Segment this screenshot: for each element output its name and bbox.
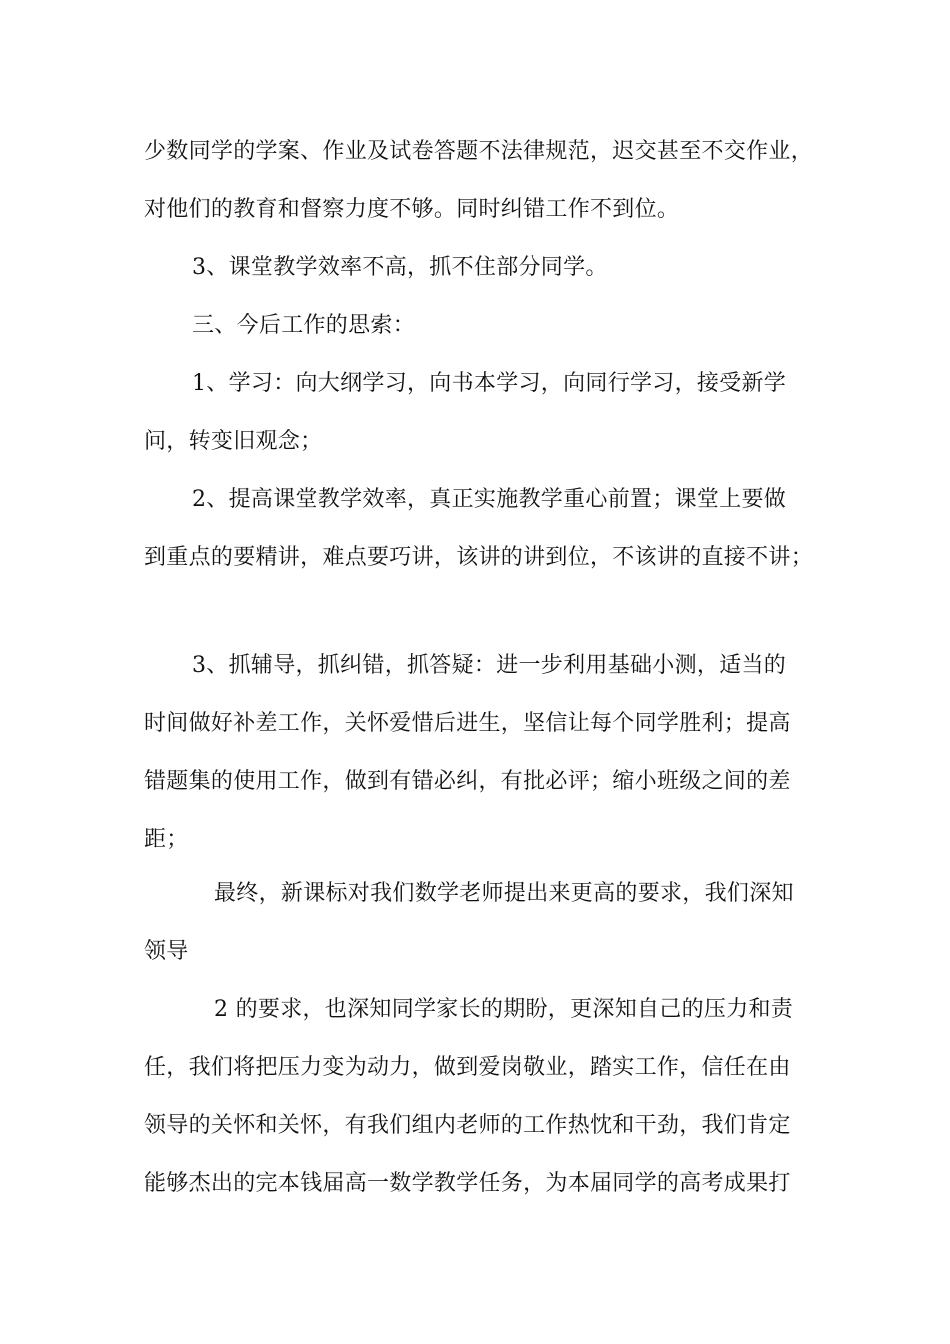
text-line-8: 到重点的要精讲，难点要巧讲，该讲的讲到位，不该讲的直接不讲； (144, 545, 814, 570)
text-line-13: 最终，新课标对我们数学老师提出来更高的要求，我们深知 (214, 881, 794, 906)
text-line-11: 错题集的使用工作，做到有错必纠，有批必评；缩小班级之间的差 (144, 769, 791, 794)
text-line-1: 少数同学的学案、作业及试卷答题不法律规范，迟交甚至不交作业， (144, 139, 814, 164)
text-line-7: 2、提高课堂教学效率，真正实施教学重心前置；课堂上要做 (192, 487, 787, 512)
text-line-9: 3、抓辅导，抓纠错，抓答疑：进一步利用基础小测，适当的 (192, 653, 787, 678)
text-line-14: 领导 (144, 939, 189, 964)
text-line-10: 时间做好补差工作，关怀爱惜后进生，坚信让每个同学胜利；提高 (144, 711, 791, 736)
text-line-15: 2 的要求，也深知同学家长的期盼，更深知自己的压力和责 (214, 997, 794, 1022)
text-line-5: 1、学习：向大纲学习，向书本学习，向同行学习，接受新学 (192, 371, 787, 396)
text-line-2: 对他们的教育和督察力度不够。同时纠错工作不到位。 (144, 197, 680, 222)
text-line-16: 任，我们将把压力变为动力，做到爱岗敬业，踏实工作，信任在由 (144, 1055, 791, 1080)
text-line-6: 问，转变旧观念； (144, 429, 323, 454)
section-heading: 三、今后工作的思索： (192, 313, 416, 338)
text-line-18: 能够杰出的完本钱届高一数学教学任务，为本届同学的高考成果打 (144, 1171, 791, 1196)
text-line-17: 领导的关怀和关怀，有我们组内老师的工作热忱和干劲，我们肯定 (144, 1113, 791, 1138)
text-line-12: 距； (144, 827, 189, 852)
text-line-3: 3、课堂教学效率不高，抓不住部分同学。 (192, 255, 608, 280)
